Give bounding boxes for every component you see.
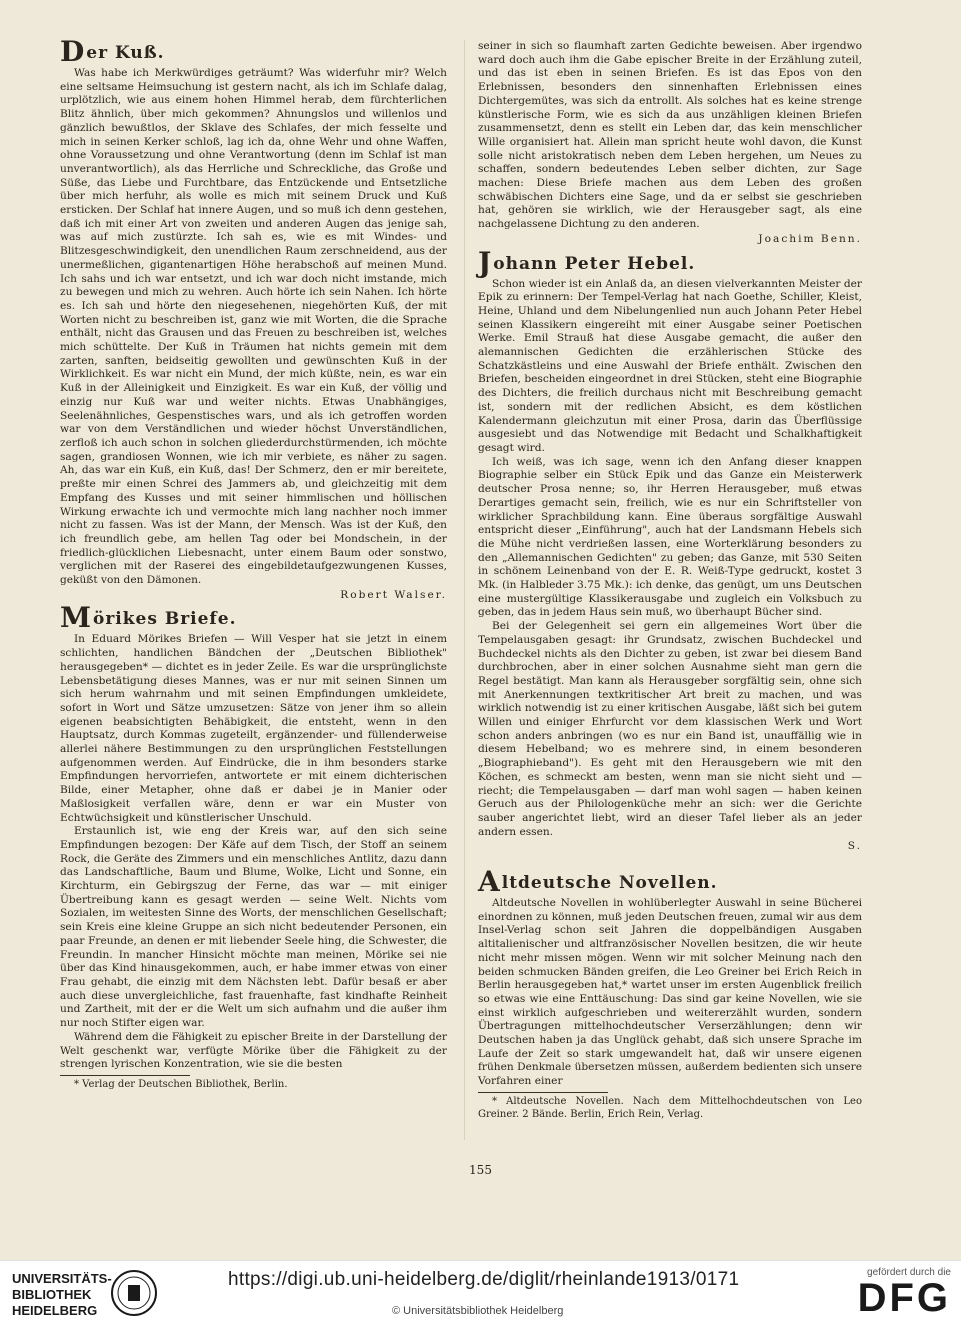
footnote: * Altdeutsche Novellen. Nach dem Mittelhochdeutschen von Leo Greiner. 2 Bände. Berlin, Erich Rein, Verlag.	[478, 1095, 862, 1120]
dfg-funding-logo[interactable]	[836, 1267, 951, 1318]
copyright-notice: © Universitätsbibliothek Heidelberg	[392, 1305, 564, 1317]
article-paragraph: In Eduard Mörikes Briefen — Will Vesper hat sie jetzt in einem schlichten, handlichen Bändchen der „Deutschen Bibliothek" herausgegeben* — dichtet es in jeder Zeile. Es war die ursprünglichste Lebensbetätigung dieses Mannes, was er nur mit seinen Sinnen um sich herum wahrnahm und mit seinen Empfindungen umkleidete, sofort in Wort und Sätze umzusetzen: Sätze von jener ihm so allein eigenen beabsichtigten Behäbigkeit, die entsteht, wenn in den Hauptsatz, durch Kommas zugeteilt, ergänzender- und füllenderweise allerlei nähere Bestimmungen zu den ursprünglichen Feststellungen aufgenommen werden. Auf Eindrücke, die in ihm besonders starke Empfindungen hervorriefen, antwortete er mit einem dichterischen Bilde, einer Metapher, ohne daß er dabei je in Manier oder Maßlosigkeit verfallen wäre, denn er war ein Muster von Echtwüchsigkeit und künstlerischer Unschuld.	[60, 633, 447, 824]
left-column	[60, 35, 447, 1091]
footnote-rule	[60, 1075, 190, 1076]
library-logo-text: UNIVERSITÄTS- BIBLIOTHEK HEIDELBERG	[12, 1271, 112, 1318]
article-title-novellen: Altdeutsche Novellen.	[478, 865, 718, 898]
author-signature: Robert Walser.	[340, 588, 447, 601]
article-paragraph: Während dem die Fähigkeit zu epischer Breite in der Darstellung der Welt geschenkt war, verfügte Mörike über die Fähigkeit zu der strengen lyrischen Konzentration, wie sie die besten	[60, 1030, 447, 1071]
page-number: 155	[469, 1163, 492, 1177]
dfg-logo-mark: DFG	[857, 1276, 951, 1320]
article-title-kuss: Der Kuß.	[60, 35, 165, 68]
article-paragraph: Ich weiß, was ich sage, wenn ich den Anfang dieser knappen Biographie selber ein Stück Epik und das Ganze ein Meisterwerk deutscher Prosa nenne; so, ihr Herren Herausgeber, muß etwas Derartiges gemacht sein, freilich, wie es nur ein Schriftsteller von wirklicher Sprachbildung kann. Eine überaus sorgfältige Auswahl entspricht dieser „Einführung", auch hat der Landsmann Hebels sich die Mühe nicht verdrießen lassen, eine Worterklärung besonders zu den „Allemannischen Gedichten" zu geben; das Ganze, mit 530 Seiten in schönem Leinenband von der E. R. Weiß-Type gedruckt, kostet 3 Mk. (in Halbleder 3.75 Mk.): ich denke, das genügt, um uns Deutschen eine mustergültige Klassikerausgabe und zugleich ein Volksbuch zu geben, das in jedem Haus sein muß, wo überhaupt Bücher sind.	[478, 455, 862, 619]
right-column	[478, 40, 862, 858]
article-paragraph: Erstaunlich ist, wie eng der Kreis war, auf den sich seine Empfindungen bezogen: Der Käfe auf dem Tisch, der Stoff an seinem Rock, die Geräte des Zimmers und ein menschliches Antlitz, dazu dann das Landschaftliche, Baum und Blume, Wolke, Licht und Sonne, ein Kirchturm, ein Gebirgszug der Ferne, das war — mit einiger Übertreibung kann es gesagt werden — seine Welt. Nichts vom Sozialen, im weitesten Sinne des Worts, der menschlichen Gesellschaft; sein Kreis eine kleine Gruppe an sich nicht bedeutender Personen, ein paar Freunde, an denen er mit liebender Seele hing, die Schwester, die Freundin. In mancher Hinsicht möchte man meinen, Mörike sei nie über das Kind hinausgekommen, auch, er habe immer etwas von einer Frau gehabt, die einzig mit dem Nächsten lebt. Dafür besaß er aber auch diese unvergleichliche, fast frauenhafte, fast kindhafte Reinheit und Zartheit, mit der er die Welt um sich aufnahm und die außer ihm nur noch Stifter eigen war.	[60, 825, 447, 1030]
article-paragraph: Altdeutsche Novellen in wohlüberlegter Auswahl in seine Bücherei einordnen zu können, muß jeden Deutschen freuen, zumal wir aus dem Insel-Verlag schon seit Jahren die doppelbändigen Ausgaben altitalienischer und altfranzösischer Novellen besitzen, die wir heute nicht mehr missen mögen. Wenn wir mit solcher Meinung nach den beiden schmucken Bänden greifen, die Leo Greiner bei Erich Reich in Berlin herausgegeben hat,* wartet unser im ersten Augenblick freilich so etwas wie eine Enttäuschung: Das sind gar keine Novellen, wie sie einst wirklich aufgeschrieben und weitererzählt wurden, sondern Übertragungen mittelhochdeutscher Verserzählungen; denn wir Deutschen haben ja das Unglück gehabt, daß sich unsere Sprache im Laufe der Zeit so stark umgewandelt hat, daß wir unsere eigenen frühen Denkmale übersetzen müssen, außerdem bedienten sich unsere Vorfahren einer	[478, 897, 862, 1088]
footnote: * Verlag der Deutschen Bibliothek, Berlin.	[74, 1078, 288, 1090]
article-title-moerike: Mörikes Briefe.	[60, 601, 237, 635]
article-body-kuss: Was habe ich Merkwürdiges geträumt? Was widerfuhr mir? Welch eine seltsame Heimsuchung ist gestern nacht, als ich im Schlafe dalag, urplötzlich, wie aus einem hohen Himmel herab, dem fürchterlichen Blitz ähnlich, über mich gekommen? Ahnungslos und willenlos und gänzlich bewußtlos, der Sklave des Schlafes, der mich fesselte und mich in seinen Kerker schloß, lag ich da, ohne Wehr und ohne Waffen, ohne Voraussetzung und ohne Verantwortung (denn im Schlaf ist man unverantwortlich), als das Herrliche und Schreckliche, das Große und Süße, das Liebe und Furchtbare, das Entzückende und Entsetzliche über mich herfuhr, als wolle es mich mit seinem Druck und Kuß ersticken. Der Schlaf hat innere Augen, und so muß ich denn gestehen, daß ich mit einer Art von zweiten und anderen Augen das jenige sah, was auf mich zustürzte. Ich sah es, wie es mit Windes- und Blitzesgeschwindigkeit, den unendlichen Raum zerschneidend, aus der unermeßlichen, gigantenartigen Höhe herabschoß auf meinen Mund. Ich sahs und ich war entsetzt, und ich war doch nicht imstande, mich zu bewegen und mich zu wehren. Auch hörte ich sein Nahen. Ich hörte es. Ich sah und hörte den niegesehenen, niegehörten Kuß, der mit Worten nicht zu beschreiben ist, ganz wie mit Worten, die die Sprache enthält, nicht das Grausen und das Freuen zu beschreiben ist, welches mich schüttelte. Der Kuß in Träumen hat nichts gemein mit dem zarten, sanften, beidseitig gewollten und gewünschten Kuß in der Wirklichkeit. Es war nicht ein Mund, der mich küßte, nein, es war ein Kuß in der Alleinigkeit und Einzigkeit. Es war ein Kuß, der völlig und einzig nur Kuß war und weiter nichts. Etwas Unabhängiges, Seelenähnliches, Gespenstisches wars, und als ich getroffen worden war von dem Verständlichen und wieder höchst Unverständlichen, zerfloß ich auch schon in solchen gliederdurchstürmenden, ich möchte sagen, grandiosen Wonnen, wie ich mir verbiete, es näher zu sagen. Ah, das war ein Kuß, ein Kuß, das! Der Schmerz, den er mir bereitete, preßte mir einen Schrei des Jammers ab, und gleichzeitig mit dem Empfang des Kusses und mit seiner himmlischen und höllischen Wirkung erwachte ich und vermochte mich lang nachher noch immer nicht zu fassen. Was ist der Mann, der Mensch. Was ist der Kuß, den ich freundlich gebe, am hellen Tag oder bei Mondschein, in der friedlich-glücklichen Liebesnacht, unter einem Baum oder sonstwo, verglichen mit der Raserei des eingebildetaufgezwungenen Kusses, geküßt von den Dämonen.	[60, 67, 447, 587]
column-divider	[464, 40, 465, 1140]
right-column-lower	[478, 865, 862, 1121]
author-signature: S.	[847, 840, 862, 853]
article-paragraph: Schon wieder ist ein Anlaß da, an diesen vielverkannten Meister der Epik zu erinnern: Der Tempel-Verlag hat nach Goethe, Schiller, Kleist, Heine, Uhland und dem Nibelungenlied nun auch Johann Peter Hebel seinen Klassikern eingereiht mit einer Ausgabe seiner Poetischen Werke. Emil Strauß hat diese Ausgabe gemacht, die außer den alemannischen Gedichten die erzählerischen Stücke des Schatzkästleins und eine Auswahl der Briefe enthält. Zwischen den Briefen, bescheiden eingeordnet in drei Stücken, steht eine Biographie des Dichters, die freilich durchaus nicht mit Beschreibung gemacht ist, sondern mit der redlichen Absicht, es dem köstlichen Kalendermann gleichzutun mit einer Prosa, darin das Überflüssige ausgesiebt und das Notwendige mit Bedacht und Schalkhaftigkeit gesagt wird.	[478, 277, 862, 454]
library-logo[interactable]	[12, 1269, 217, 1325]
library-seal-icon	[110, 1269, 158, 1317]
footnote-rule	[478, 1092, 608, 1093]
author-signature: Joachim Benn.	[758, 232, 862, 245]
article-paragraph: Bei der Gelegenheit sei gern ein allgemeines Wort über die Tempelausgaben gesagt: ihr Grundsatz, zwischen Buchdeckel und Buchdeckel nichts als den Dichter zu geben, ist zwar bei diesem Band durchbrochen, aber in einer solchen Ausnahme sieht man gern die Regel bestätigt. Man kann als Herausgeber sorgfältig sein, ohne sich mit Anerkennungen textkritischer Art breit zu machen, und was wirklich notwendig ist zu einer kritischen Ausgabe, läßt sich bei gutem Willen und einiger Ehrfurcht vor dem klassischen Werk und Wort schon anders anbringen (wo es nur ein Band ist, unauffällig wie in diesem Hebelband; wo es mehrere sind, in einem besonderen „Biographieband"). Es geht mit den Herausgebern wie mit den Köchen, es schmeckt am besten, wenn man sie nicht sieht und — riecht; die Tempelausgaben — darf man wohl sagen — haben keinen Geruch aus der Philologenküche mehr an sich: wer die Gerichte sauber angerichtet liebt, wird an dieser Tafel lieber als an jeder andern essen.	[478, 620, 862, 838]
page-url-link[interactable]: https://digi.ub.uni-heidelberg.de/diglit/rheinlande1913/0171	[228, 1269, 740, 1290]
article-paragraph: seiner in sich so flaumhaft zarten Gedichte beweisen. Aber irgendwo ward doch auch ihm die Gabe epischer Breite in der Erzählung zuteil, und das ist eben in seinen Briefen. Es ist das Epos von den Erlebnissen, besonders den sinnenhaften Erlebnissen eines Dichtergemütes, was sich da entrollt. Als solches hat es keine strenge künstlerische Form, wie es sich da aus unzähligen kleinen Briefen zusammensetzt, denn es stellt ein Leben dar, das kein menschlicher Wille organisiert hat. Allein man spricht heute wohl davon, die Kunst solle nicht aristokratisch neben dem Leben hergehen, um Neues zu schaffen, sondern bedeutendes Leben selber dichten, zur Sage machen: Diese Briefe machen aus dem Leben des großen schwäbischen Dichters eine Sage, und da er selbst sie geschrieben hat, gehören sie wirklich, wie der Herausgeber sagt, als eine nachgelassene Dichtung zu den anderen.	[478, 40, 862, 231]
viewer-footer	[0, 1260, 961, 1335]
article-title-hebel: Johann Peter Hebel.	[478, 245, 696, 279]
funding-caption: gefördert durch die	[867, 1267, 951, 1278]
